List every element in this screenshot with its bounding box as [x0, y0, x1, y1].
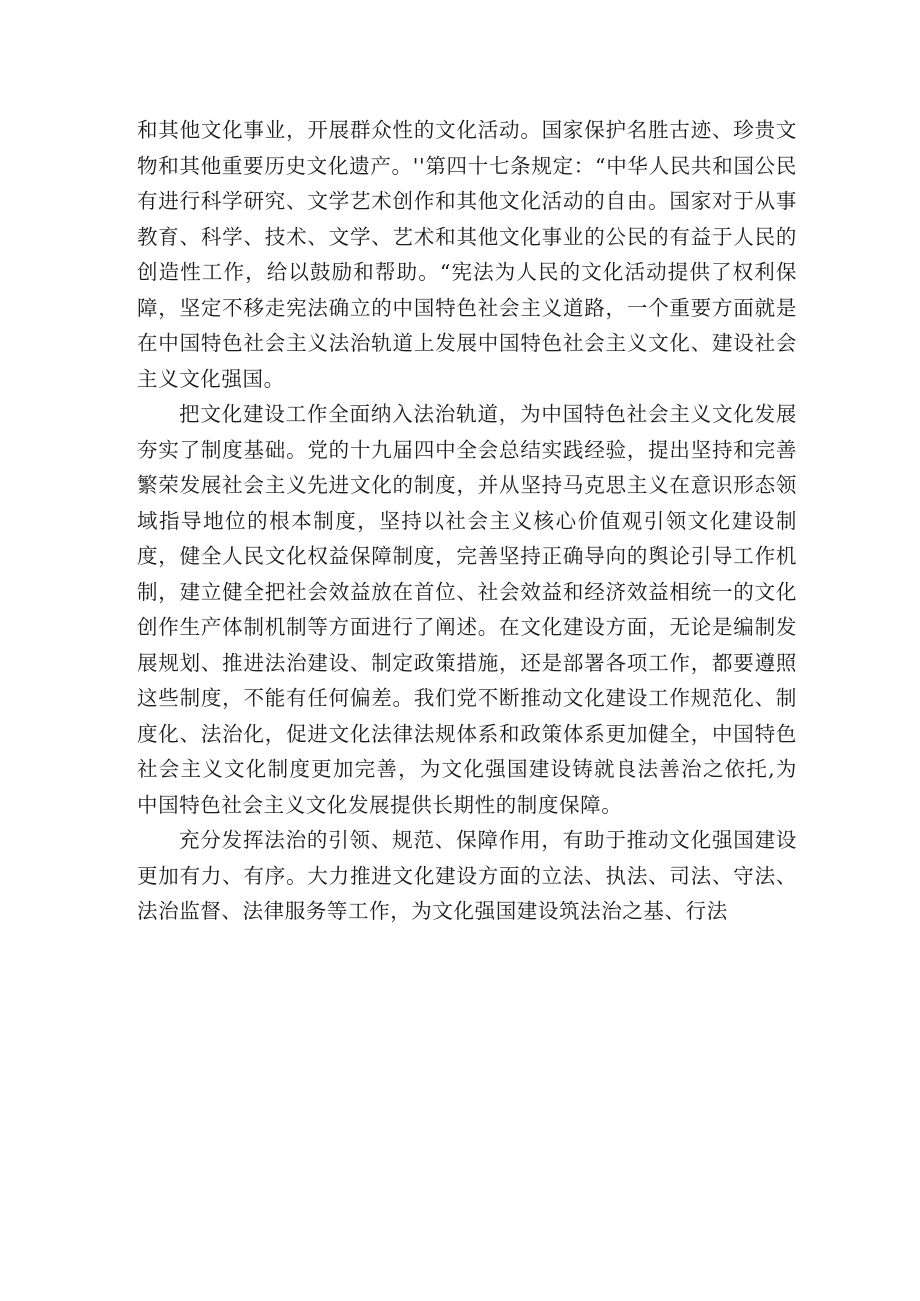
paragraph-rule-of-law-role: 充分发挥法治的引领、规范、保障作用，有助于推动文化强国建设更加有力、有序。大力推进文化建设方面的立法、执法、司法、守法、法治监督、法律服务等工作，为文化强国建设筑法治之基、行法: [137, 828, 797, 923]
paragraph-continued: 和其他文化事业，开展群众性的文化活动。国家保护名胜古迹、珍贵文物和其他重要历史文化遗产。''第四十七条规定：“中华人民共和国公民有进行科学研究、文学艺术创作和其他文化活动的自由。国家对于从事教育、科学、技术、文学、艺术和其他文化事业的公民的有益于人民的创造性工作，给以鼓励和帮助。“宪法为人民的文化活动提供了权利保障，坚定不移走宪法确立的中国特色社会主义道路，一个重要方面就是在中国特色社会主义法治轨道上发展中国特色社会主义文化、建设社会主义文化强国。: [137, 118, 797, 391]
paragraph-cultural-rule-of-law: 把文化建设工作全面纳入法治轨道，为中国特色社会主义文化发展夯实了制度基础。党的十九届四中全会总结实践经验，提出坚持和完善繁荣发展社会主义先进文化的制度，并从坚持马克思主义在意识形态领域指导地位的根本制度，坚持以社会主义核心价值观引领文化建设制度，健全人民文化权益保障制度，完善坚持正确导向的舆论引导工作机制，建立健全把社会效益放在首位、社会效益和经济效益相统一的文化创作生产体制机制等方面进行了阐述。在文化建设方面，无论是编制发展规划、推进法治建设、制定政策措施，还是部署各项工作，都要遵照这些制度，不能有任何偏差。我们党不断推动文化建设工作规范化、制度化、法治化，促进文化法律法规体系和政策体系更加健全，中国特色社会主义文化制度更加完善，为文化强国建设铸就良法善治之依托,为中国特色社会主义文化发展提供长期性的制度保障。: [137, 402, 797, 817]
document-body: [137, 113, 797, 930]
